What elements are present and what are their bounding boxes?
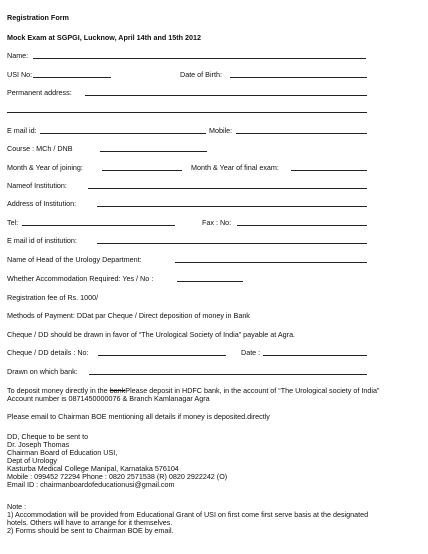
perm-address-label: Permanent address: <box>7 88 72 97</box>
email-note: Please email to Chairman BOE mentioning all details if money is deposited.directly <box>7 412 270 421</box>
cheque-favor-text: Cheque / DD should be drawn in favor of “The Urological Society of India” payable at Agra. <box>7 330 296 339</box>
deposit-line-1-strike: bank <box>109 386 126 395</box>
usi-no-field[interactable] <box>33 77 111 78</box>
final-exam-label: Month & Year of final exam: <box>191 163 279 172</box>
note-line-1: 1) Accommodation will be provided from Educational Grant of USI on first come first serve basis at the designated <box>7 510 369 519</box>
institution-address-field[interactable] <box>97 206 367 207</box>
head-label: Name of Head of the Urology Department: <box>7 255 142 264</box>
note-line-2: hotels. Others will have to arrange for it themselves. <box>7 518 173 527</box>
name-field[interactable] <box>33 58 366 59</box>
address-line-5: Kasturba Medical College Manipal, Karnataka 576104 <box>7 464 179 473</box>
deposit-line-1-a: To deposit money directly in the <box>7 386 110 395</box>
dob-label: Date of Birth: <box>180 70 222 79</box>
address-line-1: DD, Cheque to be sent to <box>7 432 89 441</box>
final-exam-field[interactable] <box>291 170 367 171</box>
inst-email-label: E mail id of institution: <box>7 236 77 245</box>
address-line-4: Dept of Urology <box>7 456 57 465</box>
date-field[interactable] <box>263 355 367 356</box>
drawn-on-field[interactable] <box>89 374 367 375</box>
institution-address-label: Address of Institution: <box>7 199 77 208</box>
cheque-details-label: Cheque / DD details : No: <box>7 348 89 357</box>
joining-label: Month & Year of joining: <box>7 163 83 172</box>
email-label: E mail id: <box>7 126 37 135</box>
institution-name-field[interactable] <box>88 188 367 189</box>
address-line-2: Dr. Joseph Thomas <box>7 440 70 449</box>
accommodation-field[interactable] <box>177 281 243 282</box>
perm-address-field-2[interactable] <box>7 112 367 113</box>
fee-text: Registration fee of Rs. 1000/ <box>7 293 99 302</box>
cheque-details-field[interactable] <box>98 355 226 356</box>
note-line-3: 2) Forms should be sent to Chairman BOE by email. <box>7 526 174 535</box>
usi-no-label: USI No: <box>7 70 33 79</box>
email-field[interactable] <box>40 133 206 134</box>
deposit-line-2: Account number is 0871450000076 & Branch Kamlanagar Agra <box>7 394 210 403</box>
mobile-field[interactable] <box>236 133 367 134</box>
fax-field[interactable] <box>237 225 367 226</box>
joining-field[interactable] <box>102 170 182 171</box>
form-subtitle: Mock Exam at SGPGI, Lucknow, April 14th and 15th 2012 <box>7 33 201 42</box>
drawn-on-label: Drawn on which bank: <box>7 367 78 376</box>
address-line-3: Chairman Board of Education USI, <box>7 448 118 457</box>
fax-label: Fax : No: <box>202 218 232 227</box>
accommodation-label: Whether Accommodation Required: Yes / No : <box>7 274 154 283</box>
note-heading: Note : <box>7 502 27 511</box>
deposit-line-1-b: Please deposit in HDFC bank, in the account of “The Urological society of India” <box>125 386 380 395</box>
address-line-6: Mobile : 099452 72294 Phone : 0820 2571538 (R) 0820 2922242 (O) <box>7 472 228 481</box>
institution-name-label: Nameof Institution: <box>7 181 67 190</box>
address-line-7: Email ID : chairmanboardofeducationusi@gmail.com <box>7 480 175 489</box>
mobile-label: Mobile: <box>209 126 233 135</box>
head-field[interactable] <box>175 262 367 263</box>
tel-field[interactable] <box>22 225 175 226</box>
name-label: Name: <box>7 51 29 60</box>
inst-email-field[interactable] <box>97 243 367 244</box>
course-field[interactable] <box>100 151 207 152</box>
form-title: Registration Form <box>7 13 69 22</box>
tel-label: Tel: <box>7 218 19 227</box>
perm-address-field-1[interactable] <box>85 95 367 96</box>
date-label: Date : <box>241 348 261 357</box>
dob-field[interactable] <box>230 77 367 78</box>
course-label: Course : MCh / DNB <box>7 144 73 153</box>
payment-methods-text: Methods of Payment: DDat par Cheque / Direct deposition of money in Bank <box>7 311 250 320</box>
